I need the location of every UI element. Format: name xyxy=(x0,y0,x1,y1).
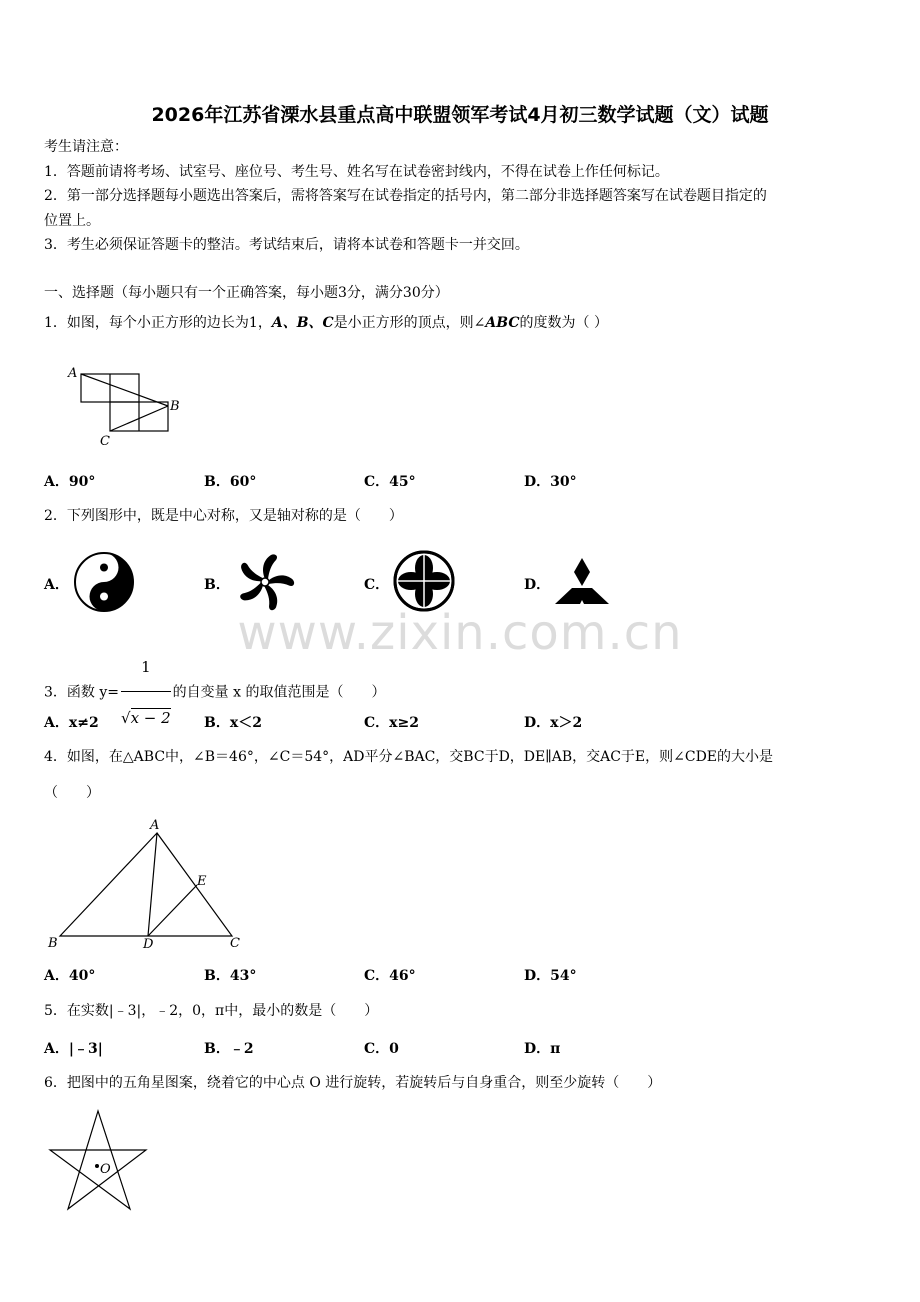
q4-option-a[interactable]: A．40° xyxy=(44,968,96,984)
q3-option-c[interactable]: C．x≥2 xyxy=(364,715,419,731)
question-5-stem: 5．在实数|﹣3|，﹣2，0，π中，最小的数是（ ） xyxy=(44,1003,379,1019)
q4-option-b[interactable]: B．43° xyxy=(204,968,257,984)
q1-option-a[interactable]: A．90° xyxy=(44,474,96,490)
q1-option-c[interactable]: C．45° xyxy=(364,474,416,490)
q2-option-a[interactable]: A． xyxy=(44,577,69,593)
label-o: O xyxy=(100,1162,111,1177)
label-b: B xyxy=(170,399,180,414)
fraction: $\frac{1}{√x - 2}$ xyxy=(121,643,171,742)
sqrt-symbol: √ xyxy=(121,709,131,727)
question-4-paren: （ ） xyxy=(44,785,100,801)
question-4-stem: 4．如图，在△ABC中，∠B＝46°，∠C＝54°，AD平分∠BAC，交BC于D，DE∥AB，交AC于E，则∠CDE的大小是 xyxy=(44,749,774,765)
notice-item-2: 2．第一部分选择题每小题选出答案后，需将答案写在试卷指定的括号内，第二部分非选择题答案写在试卷题目指定的 xyxy=(44,188,767,204)
notice-item-1: 1．答题前请将考场、试室号、座位号、考生号、姓名写在试卷密封线内，不得在试卷上作任何标记。 xyxy=(44,164,669,180)
notice-item-3: 3．考生必须保证答题卡的整洁。考试结束后，请将本试卷和答题卡一并交回。 xyxy=(44,237,529,253)
star-figure xyxy=(44,1108,154,1214)
label-b: B xyxy=(48,936,58,951)
question-2-stem: 2．下列图形中，既是中心对称，又是轴对称的是（ ） xyxy=(44,508,403,524)
q5-option-b[interactable]: B．﹣2 xyxy=(204,1041,254,1057)
notice-item-2-cont: 位置上。 xyxy=(44,213,100,229)
yin-yang-icon xyxy=(73,551,135,613)
q2-option-b[interactable]: B． xyxy=(204,577,230,593)
q1-option-b[interactable]: B．60° xyxy=(204,474,257,490)
q4-option-d[interactable]: D．54° xyxy=(524,968,577,984)
notice-heading: 考生请注意： xyxy=(44,139,128,155)
q3-option-b[interactable]: B．x＜2 xyxy=(204,715,262,731)
question-3-stem: 3．函数 y= $\frac{1}{√x - 2}$ 的自变量 x 的取值范围是（ ） xyxy=(44,643,385,742)
q3-option-d[interactable]: D．x＞2 xyxy=(524,715,583,731)
q2-option-c[interactable]: C． xyxy=(364,577,390,593)
question-6-stem: 6．把图中的五角星图案，绕着它的中心点 O 进行旋转，若旋转后与自身重合，则至少旋转（ ） xyxy=(44,1075,662,1091)
q1-option-d[interactable]: D．30° xyxy=(524,474,577,490)
label-a: A xyxy=(150,818,160,833)
q5-option-c[interactable]: C．0 xyxy=(364,1041,399,1057)
label-d: D xyxy=(143,937,154,952)
q5-option-a[interactable]: A．|﹣3| xyxy=(44,1041,103,1057)
section-heading: 一、选择题（每小题只有一个正确答案，每小题3分，满分30分） xyxy=(44,285,449,301)
q5-option-d[interactable]: D．π xyxy=(524,1041,561,1057)
q2-option-d[interactable]: D． xyxy=(524,577,551,593)
label-c: C xyxy=(230,936,240,951)
watermark: www.zixin.com.cn xyxy=(237,605,683,661)
question-1-figure xyxy=(60,362,190,452)
question-1-stem: 1．如图，每个小正方形的边长为1，A、B、C是小正方形的顶点，则∠ABC的度数为（ ） xyxy=(44,315,608,331)
q4-option-c[interactable]: C．46° xyxy=(364,968,416,984)
pinwheel-icon xyxy=(234,551,296,613)
label-c: C xyxy=(100,434,110,449)
four-petal-circle-icon xyxy=(392,549,456,613)
label-a: A xyxy=(68,366,78,381)
q3-option-a[interactable]: A．x≠2 xyxy=(44,715,99,731)
label-e: E xyxy=(197,874,207,889)
three-diamonds-icon xyxy=(553,556,611,608)
page-title: 2026年江苏省溧水县重点高中联盟领军考试4月初三数学试题（文）试题 xyxy=(151,104,769,126)
question-4-figure xyxy=(44,815,254,955)
